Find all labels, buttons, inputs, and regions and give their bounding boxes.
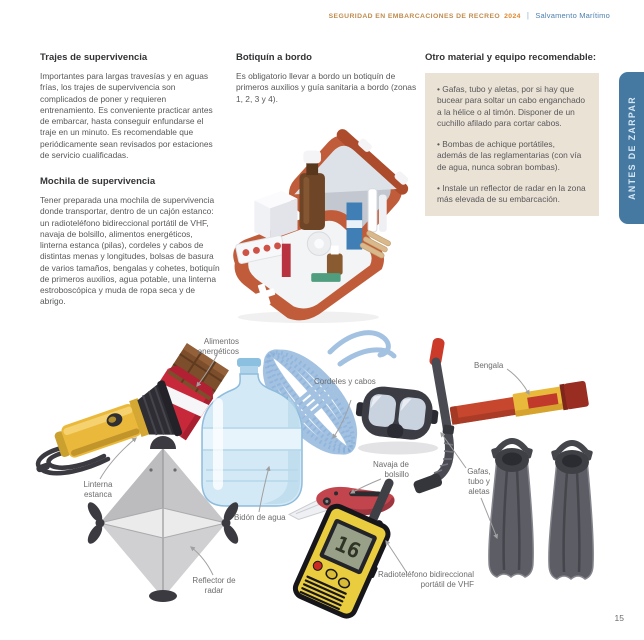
vhf-radio-illustration <box>293 461 414 620</box>
section-title-mochila: Mochila de supervivencia <box>40 176 156 187</box>
column-survival-suits <box>40 52 221 308</box>
first-aid-kit-illustration <box>225 128 421 328</box>
flare-illustration <box>449 381 589 428</box>
label-bengala: Bengala <box>474 361 504 370</box>
side-tab-label: ANTES DE ZARPAR <box>626 96 637 200</box>
bullet-bombas: • Bombas de achique portátiles, además de las reglamentarias (con vía de agua, nunca sobran bombas). <box>437 139 582 172</box>
section-title-otro-material: Otro material y equipo recomendable: <box>425 52 597 63</box>
header-brand: Salvamento Marítimo <box>535 11 610 20</box>
fins-illustration <box>489 441 593 579</box>
column-first-aid <box>236 52 418 105</box>
recommended-equipment-box <box>425 73 599 216</box>
label-gafas-tubo-aletas: Gafas, tubo y aletas <box>467 467 491 496</box>
label-alimentos-energeticos: Alimentos energéticos <box>197 337 239 356</box>
radio-display: 16 <box>331 531 365 564</box>
side-tab-antes-de-zarpar <box>619 72 644 224</box>
label-navaja-de-bolsillo: Navaja de bolsillo <box>372 460 409 479</box>
section-title-trajes: Trajes de supervivencia <box>40 52 148 63</box>
bullet-gafas: • Gafas, tubo y aletas, por si hay que bucear para soltar un cabo enganchado a la hélice o al timón. Disponer de un cuchillo afilado para cortar cabos. <box>437 84 586 128</box>
page-number: 15 <box>614 613 624 623</box>
label-linterna-estanca: Linterna estanca <box>83 480 113 499</box>
diving-mask-illustration <box>354 384 441 455</box>
page-header <box>329 11 610 20</box>
label-radiotelefono-vhf: Radioteléfono bidireccional portátil de VHF <box>377 570 474 589</box>
section-body-botiquin: Es obligatorio llevar a bordo un botiquín de primeros auxilios y guía sanitaria a bordo (zonas 1, 2, 3 y 4). <box>236 71 417 104</box>
label-cordeles-y-cabos: Cordeles y cabos <box>314 377 376 386</box>
label-bidon-de-agua: Bidón de agua <box>234 513 286 522</box>
label-reflector-de-radar: Reflector de radar <box>192 576 236 595</box>
column-other-material <box>425 52 607 216</box>
section-body-trajes: Importantes para largas travesías y en aguas frías, los trajes de supervivencia son complicados de poner y requieren entrenamiento. Es conveniente practicar antes de embarcar, hasta conseguir enfundarse el traje en un minuto. Es recomendable que periódicamente sean revisados por estaciones de servicio cualificadas. <box>40 71 213 160</box>
bullet-reflector: • Instale un reflector de radar en la zona más elevada de su embarcación. <box>437 182 586 204</box>
section-body-mochila: Tener preparada una mochila de supervivencia donde transportar, dentro de un cajón estanco: un radioteléfono bidireccional portátil de VHF, navaja de bolsillo, alimentos energéticos, linterna estanca (pilas), cordeles y cabos de distintas menas y longitudes, bolsas de basura de varios tamaños, bengalas y cohetes, botiquín de primeros auxilios, agua potable, una linterna estroboscópica y muda de ropa seca y de abrigo. <box>40 195 220 307</box>
header-year: 2024 <box>504 13 521 20</box>
section-title-botiquin: Botiquín a bordo <box>236 52 312 63</box>
header-separator: | <box>526 11 530 20</box>
header-title: SEGURIDAD EN EMBARCACIONES DE RECREO <box>328 13 501 20</box>
